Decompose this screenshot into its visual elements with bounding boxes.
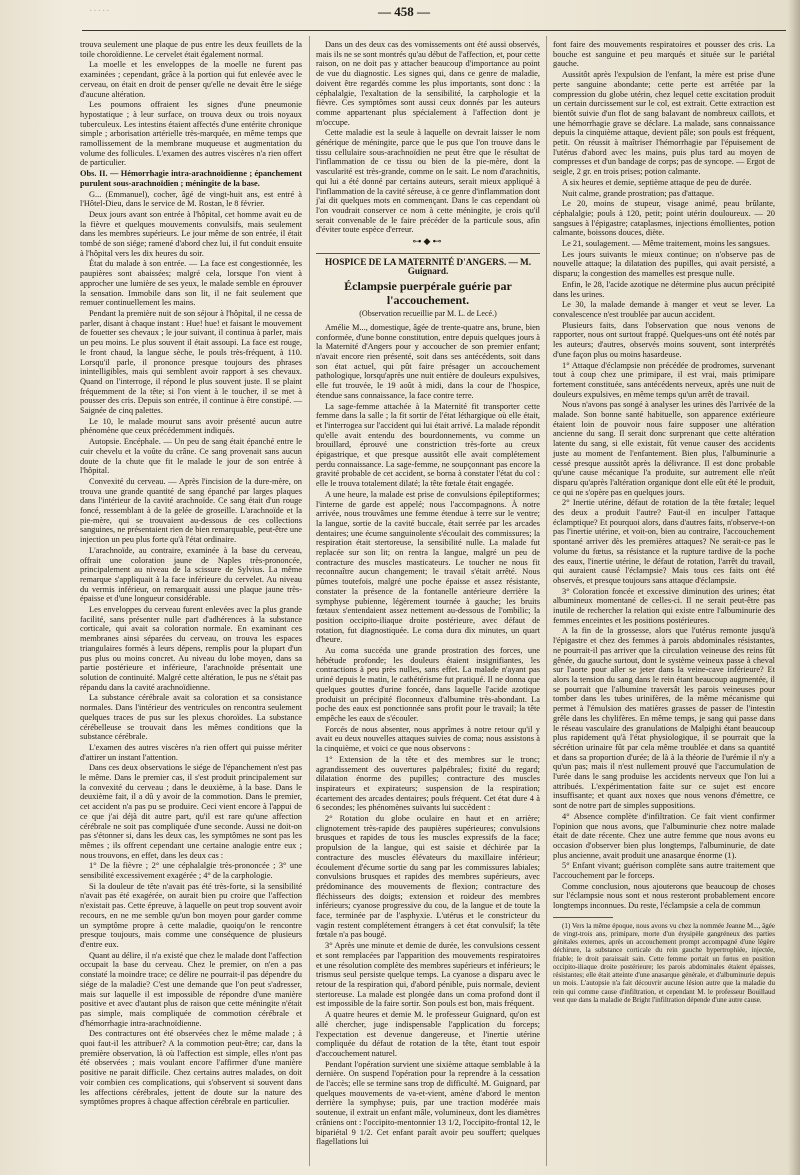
paragraph: Des contractures ont été observées chez le même malade ; à quoi faut-il les attribuer? A la commotion peut-être; car, dans la première observation, là où l'affection est simple, elles n'ont pas été observées ; mais voulant encore l'affirmer d'une manière positive ne parait difficile. Chez certains autres malades, on doit voir combien ces complications, qui s'observent si souvent dans les affections cérébrales, jettent de doute sur la nature des symptômes propres à chaque affection cérébrale en particulier. <box>80 1029 302 1107</box>
paragraph: Les enveloppes du cerveau furent enlevées avec la plus grande facilité, sans présenter nulle part d'adhérences à la substance corticale, qui avait sa coloration normale. En examinant ces membranes ainsi séparées du cerveau, on trouva les espaces triangulaires formés à leurs dépens, remplis pour la plupart d'un pus plus ou moins concret. Au niveau du lobe moyen, dans sa partie postérieure et inférieure, l'arachnoïde présentait une solution de continuité. Malgré cette altération, le pus ne s'était pas répandu dans la cavité arachnoïdienne. <box>80 605 302 692</box>
paragraph: Convexité du cerveau. — Après l'incision de la dure-mère, on trouva une grande quantité de sang épanché par larges plaques dans l'intérieur de la cavité arachnoïde. Ce sang était d'un rouge foncé, ressemblant à de la gelée de groseille. L'arachnoïde et la pie-mère, qui se trouvaient au-dessous de ces collections sanguines, ne présentaient rien de bien remarquable, peut-être une injection un peu plus forte qu'à l'état ordinaire. <box>80 476 302 545</box>
paragraph: 2° Inertie utérine, défaut de rotation de la tête fœtale; lequel des deux a produit l'autre? Faut-il en inculper l'attaque éclamptique? Et pourquoi alors, dans d'autres faits, n'observe-t-on pas l'inertie utérine, et voit-on, bien au contraire, l'accouchement spontané arriver dès les premières attaques? Ne serait-ce pas le volume du fœtus, sa résistance et la rupture tardive de la poche des eaux, l'inertie utérine, le défaut de rotation, l'arrêt du travail, qui auraient causé l'éclampsie? Mais tous ces faits ont été observés, et presque toujours sans attaque d'éclampsie. <box>553 498 775 585</box>
page-number: — 458 — <box>378 4 430 19</box>
paragraph: L'arachnoïde, au contraire, examinée à la base du cerveau, offrait une coloration jaune de Naples très-prononcée, principalement au niveau de la scissure de Sylvius. La même remarque s'appliquait à la face inférieure du cervelet. Au niveau du vermis inférieur, on remarquait aussi une plaque jaune très-épaisse et d'une longueur considérable. <box>80 545 302 604</box>
paragraph: Le 30, la malade demande à manger et veut se lever. La convalescence n'est troublée par aucun accident. <box>553 300 775 319</box>
paragraph: Comme conclusion, nous ajouterons que beaucoup de choses sur l'éclampsie nous sont et nous resteront probablement encore longtemps inconnues. Du reste, l'éclampsie a cela de commun <box>553 881 775 911</box>
paragraph: Enfin, le 28, l'acide azotique ne détermine plus aucun précipité dans les urines. <box>553 279 775 299</box>
paragraph: Le 21, soulagement. — Même traitement, moins les sangsues. <box>562 239 770 249</box>
column-divider-1 <box>309 36 310 1166</box>
paragraph: La substance cérébrale avait sa coloration et sa consistance normales. Dans l'intérieur des ventricules on rencontra seulement quelques traces de pus sur les plexus choroïdes. La substance cérébelleuse se trouvait dans les mêmes conditions que la substance cérébrale. <box>80 693 302 742</box>
paragraph: 4° Absence complète d'infiltration. Ce fait vient confirmer l'opinion que nous avons, que l'albuminurie chez notre malade était de date récente. Chez une autre femme que nous avons eu occasion d'observer bien plus longtemps, l'albuminurie, de date plus ancienne, avait produit une anasarque énorme (1). <box>553 811 775 860</box>
paragraph: 1° Attaque d'éclampsie non précédée de prodromes, survenant tout à coup chez une primipare, il est vrai, mais primipare fortement constituée, sans antécédents nerveux, après une nuit de douleurs expulsives, en même temps qu'un arrêt de travail. <box>553 360 775 399</box>
paragraph: G... (Emmanuel), cocher, âgé de vingt-huit ans, est entré à l'Hôtel-Dieu, dans le service de M. Rostan, le 8 février. <box>80 189 302 209</box>
section-rule <box>316 253 540 254</box>
paragraph: 2° Rotation du globe oculaire en haut et en arrière; clignotement très-rapide des paupières supérieures; convulsions brusques et rapides de tous les muscles expressifs de la face; propulsion de la langue, qui est saisie et déchirée par la contracture des muscles élévateurs du maxillaire inférieur; écoulement d'écume sortie du sang par les commissures labiales; convulsions brusques et rapides des membres supérieurs, avec prédominance des mouvements de flexion; contracture des fléchisseurs des doigts; extension et roideur des membres inférieurs; cyanose progressive du cou, de la langue et de toute la face, terminée par de l'asphyxie. L'utérus et le constricteur du vagin restent complétement étrangers à cet état convulsif; la tête fœtale n'a pas bougé. <box>316 814 540 940</box>
paragraph: Les jours suivants le mieux continue; on n'observe pas de nouvelle attaque; la dilatation des pupilles, qui avait persisté, a disparu; la congestion des mamelles est presque nulle. <box>553 249 775 279</box>
paragraph: Quant au délire, il n'a existé que chez le malade dont l'affection occupait la base du cerveau. Chez le premier, on n'en a pas constaté la moindre trace; ce délire ne pourrait-il pas dépendre du siége de la maladie? C'est une demande que l'on peut s'adresser, mais sur laquelle il est impossible de répondre d'une manière positive et avec d'autant plus de raison que cette méningite n'était pas simple, mais compliquée de commotion cérébrale et d'hémorrhagie intra-arachnoïdienne. <box>80 950 302 1028</box>
section-ornament: ⊶◆⊷ <box>412 236 444 247</box>
paragraph: Au coma succéda une grande prostration des forces, une hébétude profonde; les douleurs étaient insignifiantes, les contractions à peu près nulles, sans effet. La malade n'ayant pas uriné depuis le matin, le cathétérisme fut pratiqué. Il ne donna que quelques gouttes d'urine foncée, dans laquelle l'acide azotique produisit un précipité floconneux d'albumine très-abondant. La poche des eaux est ponctionnée sans profit pour le travail; la tête empêche les eaux de s'écouler. <box>316 646 540 723</box>
paragraph: Si la douleur de tête n'avait pas été très-forte, si la sensibilité n'avait pas été exagérée, on aurait bien pu croire que l'affection n'existait pas. Cette épreuve, à laquelle on peut trop souvent avoir recours, en ne me semble qu'un bon moyen pour garder comme un symptôme propre à cette maladie, quoiqu'on le rencontre presque toujours, mais comme une conséquence de plusieurs d'entre eux. <box>80 881 302 949</box>
paragraph: trouva seulement une plaque de pus entre les deux feuillets de la toile choroïdienne. Le cervelet était également normal. <box>80 40 302 59</box>
paragraph: Les poumons offraient les signes d'une pneumonie hypostatique ; à leur surface, on trouva deux ou trois noyaux tuberculeux. Les intestins étaient affectés d'une entérite chronique simple ; arborisation artérielle très-marquée, en même temps que ramollissement de la membrane muqueuse et augmentation du volume des follicules. L'examen des autres viscères n'a rien offert de particulier. <box>80 100 302 168</box>
paragraph: Pendant la première nuit de son séjour à l'hôpital, il ne cessa de parler, disant à chaque instant : Hue! hue! et faisant le mouvement de fouetter ses chevaux ; le jour suivant, il continua à parler, mais un peu moins. Le plus souvent il était assoupi. La face est rouge, le front chaud, la langue sèche, le pouls très-fréquent, à 110. Lorsqu'il parle, il prononce presque toujours des phrases inintelligibles, mais qui semblent avoir rapport à ses chevaux. Quand on l'interroge, il répond le plus souvent juste. Il se plaint fréquemment de la tête; si l'on vient à le toucher, il se met à pousser des cris. Depuis son entrée, il continue à être constipé. — Saignée de cinq palettes. <box>80 308 302 416</box>
footnote-rule <box>553 917 613 918</box>
article-byline: (Observation recueillie par M. L. de Lecé.) <box>359 309 497 319</box>
paragraph: 1° Extension de la tête et des membres sur le tronc; agrandissement des ouvertures palpébrales; fixité du regard; dilatation énorme des pupilles; contracture des muscles inspirateurs et expirateurs; suspension de la respiration; écartement des arcades dentaires; pouls fréquent. Cet état dure 4 à 6 secondes; les phénomènes suivants lui succèdent : <box>316 754 540 813</box>
paragraph: État du malade à son entrée. — La face est congestionnée, les paupières sont abaissées; malgré cela, lorsque l'on vient à approcher une lumière de ses yeux, le malade semble en éprouver la sensation. Immobile dans son lit, il ne fait seulement que remuer continuellement les mains. <box>80 259 302 308</box>
paragraph: A une heure, la malade est prise de convulsions épileptiformes; l'interne de garde est appelé; nous l'accompagnons. À notre arrivée, nous trouvâmes une femme étendue à terre sur le ventre; la langue, sortie de la cavité buccale, était serrée par les arcades dentaires; une écume sanguinolente s'écoulait des commissures; la respiration était stertoreuse, la sensibilité nulle. La malade fut replacée sur son lit; on rentra la langue, malgré un peu de contracture des muscles masticateurs. Le toucher ne nous fit reconnaître aucun changement; le travail s'était arrêté. Nous pûmes toutefois, malgré une poche épaisse et assez résistante, constater la présence de la fontanelle antérieure derrière la symphyse pubienne, légèrement tournée à gauche; les bruits fœtaux s'entendaient assez nettement au-dessous de l'ombilic; la position occipito-iliaque droite postérieure, avec défaut de rotation, fut diagnostiquée. Le coma dura dix minutes, un quart d'heure. <box>316 489 540 645</box>
paragraph: Nous n'avons pas songé à analyser les urines dès l'arrivée de la malade. Son bonne santé habituelle, son apparence extérieure étaient loin de pouvoir nous faire supposer une altération ancienne du sang. Il serait donc surprenant que cette altération latente du sang, si elle existait, fût venue causer des accidents juste au moment de l'enfantement. Bien plus, l'albuminurie a cessé presque aussitôt après la délivrance. Il est donc probable qu'une cause mécanique l'a produite, sur autrement elle n'eût disparu qu'après l'altération organique dont elle eût été le produit, ce qui ne s'opère pas en quelques jours. <box>553 400 775 497</box>
column-2 <box>316 40 540 1148</box>
bleed-through-text: ····· <box>88 6 110 17</box>
paragraph: 3° Après une minute et demie de durée, les convulsions cessent et sont remplacées par l'apparition des mouvements respiratoires et une résolution complète des membres supérieurs et inférieurs; le trismus seul persiste quelque temps. La cyanose a disparu avec le retour de la respiration qui, d'abord pénible, puis normale, devient stertoreuse. La malade est plongée dans un coma profond dont il est impossible de la faire sortir. Son pouls est bon, mais fréquent. <box>316 941 540 1009</box>
column-divider-2 <box>546 36 547 1166</box>
paragraph: A quatre heures et demie M. le professeur Guignard, qu'on est allé chercher, juge indispensable l'application du forceps; l'expectation est devenue dangereuse, et l'inertie utérine compliquée du défaut de rotation de la tête, étant tout espoir d'accouchement naturel. <box>316 1010 540 1058</box>
paragraph: L'examen des autres viscères n'a rien offert qui puisse mériter d'attirer un instant l'attention. <box>80 742 302 762</box>
paragraph: A la fin de la grossesse, alors que l'utérus remonte jusqu'à l'épigastre et chez des femmes à parois abdominales résistantes, ne pourrait-il pas arriver que la circulation veineuse des reins fût gênée, du gauche surtout, dont le système veineux passe à cheval sur l'aorte pour aller se jeter dans la veine-cave inférieure? Et alors la tension du sang dans le rein étant beaucoup augmentée, il se pourrait que l'albumine traversât les parois veineuses pour tomber dans les tubes urinifères, de la même mécanisme qui permet à l'émulsion des matières grasses de passer de l'intestin grêle dans les chylifères. En même temps, je sang qui passe dans le réseau vasculaire des granulations de Malpighi étant beaucoup plus rapidement qu'à l'état physiologique, il se pourrait que la sécrétion urinaire fût par cela même troublée et dans sa quantité et dans sa proportion d'urée; de là à la théorie de l'urémie il n'y a qu'un pas; mais il n'est nullement prouvé que l'accumulation de l'urée dans le sang produise les accidents nerveux que l'on lui a attribués. L'expérimentation faite sur ce sujet est encore insuffisante; et quant aux noxes que nous venons d'émettre, ce sont de notre part de simples suppositions. <box>553 626 775 811</box>
paragraph: 1° De la fièvre ; 2° une céphalalgie très-prononcée ; 3° une sensibilité excessivement exagérée ; 4° de la carphologie. <box>80 861 302 881</box>
paragraph: Forcés de nous absenter, nous apprîmes à notre retour qu'il y avait eu deux nouvelles attaques suivies de coma; nous assistons à la cinquième, et voici ce que nous observons : <box>316 724 540 754</box>
paragraph: Nuit calme, grande prostration; pas d'attaque. <box>562 188 714 198</box>
footnote: (1) Vers la même époque, nous avons vu chez la nommée Jeanne M..., âgée de vingt-trois ans, primipare, morte d'un érysipèle gangréneux des parties génitales externes, après un accouchement prompt accompagné d'une légère déchirure, la substance corticale du rein gauche hypertrophiée, injectée, friable; le droit paraissait sain. Cette femme portait un fœtus en position occipito-iliaque droite postérieure; les parois abdominales étaient épaisses, résistantes; elle était atteinte d'une anasarque générale, et d'albuminurie depuis un mois. L'autopsie n'a fait découvrir aucune lésion autre que la maladie du rein qui comme cause d'infiltration, et cependant M. le professeur Bouillaud veut que dans la maladie de Bright l'infiltration dépende d'une autre cause. <box>553 921 775 1004</box>
paragraph: font faire des mouvements respiratoires et pousser des cris. La bouche est sanguine et peu marqués et située sur le pariétal gauche. <box>553 40 775 69</box>
header-rule <box>82 30 786 31</box>
paragraph: Plusieurs faits, dans l'observation que nous venons de rapporter, nous ont surtout frappé. Quelques-uns ont été notés par les auteurs; d'autres, observés moins souvent, sont interprétés d'une façon plus ou moins hasardeuse. <box>553 320 775 359</box>
paragraph: La moelle et les enveloppes de la moelle ne furent pas examinées ; cependant, grâce à la portion qui fut enlevée avec le cerveau, on était en droit de penser qu'elle ne devait être le siége d'aucune altération. <box>80 60 302 99</box>
paragraph: Dans un des deux cas des vomissements ont été aussi observés, mais ils ne se sont montrés qu'au début de l'affection, et, pour cette raison, on ne doit pas y attacher beaucoup d'importance au point de vue du diagnostic. Les signes qui, dans ce genre de maladie, doivent être regardés comme les plus importants, sont donc : la céphalalgie, l'exaltation de la sensibilité, la carphologie et la fièvre. Ces symptômes sont aussi ceux donnés par les auteurs comme appartenant plus spécialement à l'affection dont je m'occupe. <box>316 40 540 127</box>
paragraph: 3° Coloration foncée et excessive diminution des urines; état albumineux momentané de celles-ci. Il ne serait peut-être pas inutile de rechercher la relation qui existe entre l'albuminurie des femmes enceintes et les positions postérieures. <box>553 586 775 625</box>
column-1 <box>80 40 302 1108</box>
paragraph: Deux jours avant son entrée à l'hôpital, cet homme avait eu de la fièvre et quelques mouvements convulsifs, mais seulement dans les membres supérieurs. Le jour même de son entrée, il était tombé de son siége; ramené d'abord chez lui, il fut conduit ensuite à l'hôpital vers les dix heures du soir. <box>80 209 302 258</box>
article-title: HOSPICE DE LA MATERNITÉ D'ANGERS. — M. Guignard. <box>324 256 532 277</box>
paragraph: Le 20, moins de stupeur, visage animé, peau brûlante, céphalalgie; pouls à 120, petit; point utérin douloureux. — 20 sangsues à l'épigastre; cataplasmes, injections émollientes, potion calmante, boissons douces, diète. <box>553 199 775 238</box>
paragraph: Pendant l'opération survient une sixième attaque semblable à la dernière. On suspend l'opération pour la reprendre à la cessation de l'accès; elle se termine sans trop de difficulté. M. Guignard, par quelques mouvements de va-et-vient, amène d'abord le menton derrière la symphyse; puis, par une traction modérée mais soutenue, il extrait un enfant mâle, volumineux, dont les diamètres crâniens ont : l'occipito-mentonnier 13 1/2, l'occipito-frontal 12, le bipariétal 9 1/2. Cet enfant paraît avoir peu souffert; quelques flagellations lui <box>316 1059 540 1147</box>
paragraph: Cette maladie est la seule à laquelle on devrait laisser le nom générique de méningite, parce que le pus que l'on trouve dans le tissu cellulaire sous-arachnoïdien ne peut être que le résultat de l'inflammation de ce tissu ou bien de la pie-mère, dont la vascularité est très-grande, comme on le sait. Le nom d'arachnitis, qui lui a été donné par certains auteurs, serait mieux appliqué à l'inflammation de la cavité séreuse, à ce genre d'inflammation dont j'ai dit quelques mots en commençant. Dans le cas cependant où l'on voudrait conserver ce nom à cette méningite, je crois qu'il serait convenable de le faire précéder de la particule sous, afin d'éviter toute espèce d'erreur. <box>316 128 540 235</box>
paragraph: Dans ces deux observations le siége de l'épanchement n'est pas le même. Dans le premier cas, il s'est produit principalement sur la convexité du cerveau ; dans le deuxième, à la base. Dans le deuxième fait, il a dû y avoir de la commotion. Dans le premier, cet accident n'a pas pu se produire. Ceci vient encore à l'appui de ce que j'ai déjà dit autre part, qu'il est rare qu'une affection cérébrale ne soit pas compliquée d'une seconde. Aussi ne doit-on pas s'étonner si, dans les deux cas, les symptômes ne sont pas les mêmes ; ils offrent cependant une certaine analogie entre eux ; nous trouvons, en effet, dans les deux cas : <box>80 763 302 860</box>
paragraph: 5° Enfant vivant; guérison complète sans autre traitement que l'accouchement par le forceps. <box>553 861 775 881</box>
paragraph: Autopsie. Encéphale. — Un peu de sang était épanché entre le cuir chevelu et la voûte du crâne. Ce sang provenait sans aucun doute de la chute que fit le malade le jour de son entrée à l'hôpital. <box>80 437 302 476</box>
paragraph: Amélie M..., domestique, âgée de trente-quatre ans, brune, bien conformée, d'une bonne constitution, entre depuis quelques jours à la Maternité d'Angers pour y accoucher de son premier enfant; n'avait encore rien présenté, soit dans ses antécédents, soit dans son état actuel, qui pût faire présager un accouchement pathologique, lorsqu'après une nuit entière de douleurs expulsives, elle fut trouvée, le 19 août à midi, dans la cour de l'hospice, étendue sans connaissance, la face contre terre. <box>316 322 540 400</box>
paragraph: Aussitôt après l'expulsion de l'enfant, la mère est prise d'une perte sanguine abondante; cette perte est arrêtée par la compression du globe utérin, chez lequel cette excitation produit un certain durcissement sur le col, est extrait. Cette extraction est bientôt suivie d'un flot de sang balavant de nombreux caillots, et une hémorrhagie grave se déclare. La malade, sans connaissance depuis la cinquième attaque, devient pâle; son pouls est fréquent, petit. On réussit à maîtriser l'hémorrhagie par l'épuisement de l'utérus d'abord avec les mains, puis plus tard au moyen de compresses et d'un bandage de corps; pas de syncope. — Ergot de seigle, 2 gr. en trois prises; potion calmante. <box>553 70 775 177</box>
page-edge-shadow <box>788 0 800 1175</box>
observation-heading: Obs. II. — Hémorrhagie intra-arachnoïdienne ; épanchement purulent sous-arachnoïdien ; méningite de la base. <box>80 169 302 188</box>
paragraph: Le 10, le malade mourut sans avoir présenté aucun autre phénomène que ceux précédemment indiqués. <box>80 416 302 436</box>
column-3 <box>553 40 775 1005</box>
paragraph: La sage-femme attachée à la Maternité fit transporter cette femme dans la salle ; la fit sortir de l'état léthargique où elle était, et l'interrogea sur l'accident qui lui était arrivé. La malade répondit qu'elle avait entendu des bourdonnements, vu comme un brouillard, éprouvé une constriction très-forte au creux épigastrique, et que presque aussitôt elle avait complétement perdu connaissance. La sage-femme, ne soupçonnant pas encore la gravité probable de cet accident, se borna à constater l'état du col : elle le trouva totalement dilaté; la tête fœtale était engagée. <box>316 401 540 489</box>
article-subtitle: Éclampsie puerpérale guérie par l'accouchement. <box>344 279 512 308</box>
paragraph: A six heures et demie, septième attaque de peu de durée. <box>562 177 752 187</box>
